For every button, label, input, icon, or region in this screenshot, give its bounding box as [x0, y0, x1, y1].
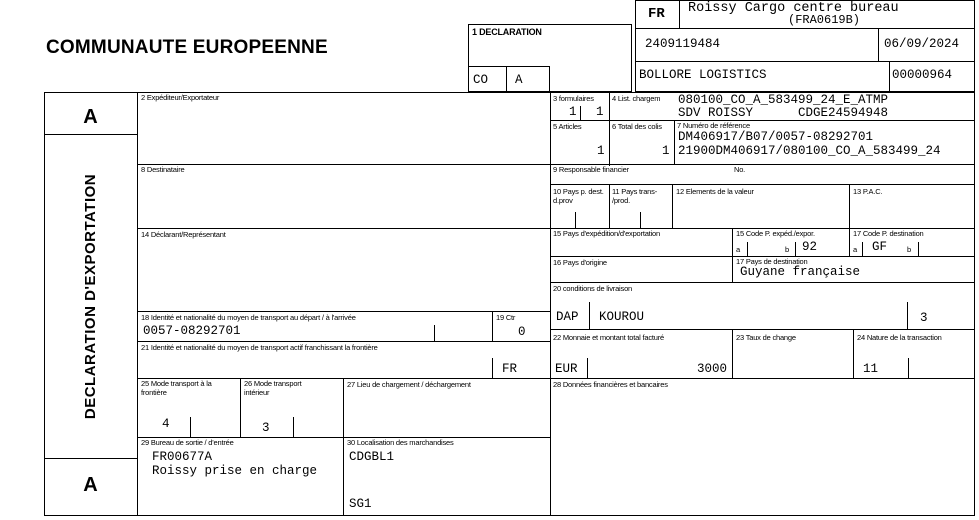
box-15-code-b: b: [785, 245, 789, 254]
box-22-label: 22 Monnaie et montant total facturé: [553, 333, 664, 342]
box-3-value-2: 1: [596, 105, 604, 119]
box-20-label: 20 conditions de livraison: [553, 284, 633, 293]
box-25-label: 25 Mode transport à la frontière: [141, 379, 212, 397]
box-15-code-a: a: [736, 245, 740, 254]
box-7-line-1: DM406917/B07/0057-08292701: [678, 130, 874, 144]
box-30-label: 30 Localisation des marchandises: [347, 438, 454, 447]
declaration-label: 1 DECLARATION: [472, 27, 542, 37]
declaration-date: 06/09/2024: [884, 37, 960, 51]
box-17-code-label: 17 Code P. destination: [853, 229, 924, 238]
box-19-value: 0: [518, 325, 526, 339]
box-22-currency: EUR: [555, 362, 578, 376]
box-10-label: 10 Pays p. dest. d.prov: [553, 187, 604, 205]
box-18-value: 0057-08292701: [143, 324, 241, 338]
box-17-label: 17 Pays de destination: [736, 257, 808, 266]
box-16-label: 16 Pays d'origine: [553, 258, 607, 267]
box-15-label: 15 Pays d'expédition/d'exportation: [553, 229, 660, 238]
box-26-value: 3: [262, 421, 270, 435]
box-6-label: 6 Total des colis: [612, 122, 662, 131]
declaration-code-2: A: [515, 73, 523, 87]
box-13-label: 13 P.A.C.: [853, 187, 883, 196]
box-15-code-value: 92: [802, 240, 818, 254]
box-29-line-2: Roissy prise en charge: [152, 464, 318, 478]
box-30-value: CDGBL1: [349, 450, 395, 464]
box-27-label: 27 Lieu de chargement / déchargement: [347, 380, 471, 389]
box-3-value-1: 1: [569, 105, 577, 119]
box-11-label: 11 Pays trans- /prod.: [612, 187, 657, 205]
box-7-line-2: 21900DM406917/080100_CO_A_583499_24: [678, 144, 941, 158]
company-number: 00000964: [892, 68, 953, 82]
box-17-value: Guyane française: [740, 265, 861, 279]
form-title: COMMUNAUTE EUROPEENNE: [46, 37, 328, 58]
company-name: BOLLORE LOGISTICS: [639, 68, 767, 82]
box-21-value: FR: [502, 362, 518, 376]
box-22-amount: 3000: [697, 362, 728, 376]
declaration-reference: 2409119484: [645, 37, 721, 51]
box-24-value: 11: [863, 362, 879, 376]
box-29-label: 29 Bureau de sortie / d'entrée: [141, 438, 234, 447]
box-17-code-a: a: [853, 245, 857, 254]
box-5-value: 1: [597, 144, 605, 158]
vertical-form-title: DECLARATION D'EXPORTATION: [82, 173, 100, 419]
box-12-label: 12 Elements de la valeur: [676, 187, 754, 196]
box-28-label: 28 Données financières et bancaires: [553, 380, 668, 389]
box-20-number: 3: [920, 311, 928, 325]
box-20-code: DAP: [556, 310, 579, 324]
declaration-code-1: CO: [473, 73, 489, 87]
copy-letter-bottom: A: [83, 474, 98, 496]
box-24-label: 24 Nature de la transaction: [857, 333, 942, 342]
box-30-value-2: SG1: [349, 497, 372, 511]
box-7-label: 7 Numéro de référence: [677, 121, 750, 130]
box-15-code-label: 15 Code P. expéd./expor.: [736, 229, 815, 238]
box-4-line-2: SDV ROISSY CDGE24594948: [678, 106, 889, 120]
box-17-code-b: b: [907, 245, 911, 254]
country-code: FR: [648, 6, 665, 22]
box-25-value: 4: [162, 417, 170, 431]
box-4-label: 4 List. chargem: [612, 94, 661, 103]
box-17-code-value: GF: [872, 240, 888, 254]
box-20-place: KOUROU: [599, 310, 645, 324]
office-code: (FRA0619B): [788, 13, 861, 27]
copy-letter-top: A: [83, 106, 98, 128]
box-18-label: 18 Identité et nationalité du moyen de transport au départ / à l'arrivée: [141, 313, 356, 322]
box-4-line-1: 080100_CO_A_583499_24_E_ATMP: [678, 93, 889, 107]
box-19-label: 19 Ctr: [496, 313, 516, 322]
box-21-label: 21 Identité et nationalité du moyen de transport actif franchissant la frontière: [141, 343, 378, 352]
box-29-line-1: FR00677A: [152, 450, 213, 464]
box-26-label: 26 Mode transport intérieur: [244, 379, 302, 397]
box-23-label: 23 Taux de change: [736, 333, 796, 342]
office-name: Roissy Cargo centre bureau: [688, 1, 899, 16]
box-2-label: 2 Expéditeur/Exportateur: [141, 93, 220, 102]
box-14-label: 14 Déclarant/Représentant: [141, 230, 226, 239]
box-9-label: 9 Responsable financier: [553, 165, 629, 174]
box-5-label: 5 Articles: [553, 122, 582, 131]
box-6-value: 1: [662, 144, 670, 158]
box-9-number-label: No.: [734, 165, 746, 174]
box-8-label: 8 Destinataire: [141, 165, 185, 174]
box-3-label: 3 formulaires: [553, 94, 594, 103]
